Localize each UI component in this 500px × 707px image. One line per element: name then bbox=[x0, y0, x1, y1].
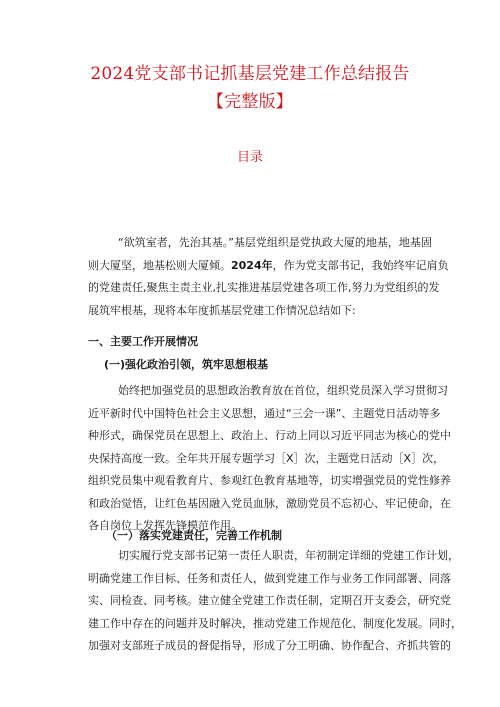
intro-line-1-rest: 基层党组织是党执政大厦的地基，地基固 bbox=[233, 236, 432, 249]
toc-heading: 目录 bbox=[236, 150, 263, 165]
sub1-line: 各自岗位上发挥先锋模范作用。 bbox=[88, 519, 242, 532]
sub1-line: 始终把加强党员的思想政治教育放在首位，组织党员深入学习贯彻习 bbox=[118, 384, 448, 397]
subsection-1-paragraph bbox=[88, 380, 451, 538]
intro-quote: “欲筑室者，先治其基。” bbox=[118, 236, 234, 249]
section-heading-1: 一、主要工作开展情况 bbox=[88, 335, 198, 348]
intro-line-3: 的党建责任,聚焦主责主业,扎实推进基层党建各项工作,努力为党组织的发 bbox=[88, 281, 440, 294]
sub1-line: 和政治觉悟，让红色基因融入党员血脉，激励党员不忘初心、牢记使命，在 bbox=[88, 496, 451, 510]
subsection-heading-2: （一）落实党建责任，完善工作机制 bbox=[106, 529, 282, 542]
sub1-line: 种形式，确保党员在思想上、政治上、行动上同以习近平同志为核心的党中 bbox=[88, 429, 451, 442]
subsection-2-paragraph bbox=[88, 545, 462, 658]
intro-line-2-c: ，作为党支部书记，我始终牢记肩负 bbox=[272, 258, 449, 272]
intro-paragraph bbox=[88, 232, 449, 322]
document-title-line1: 2024党支部书记抓基层党建工作总结报告 bbox=[90, 64, 410, 84]
intro-year: 2024年 bbox=[231, 258, 273, 272]
intro-line-2 bbox=[88, 255, 449, 278]
intro-line-2-a: 则大厦坚，地基松则大厦倾。 bbox=[88, 258, 231, 272]
sub2-line: 切实履行党支部书记第一责任人职责，年初制定详细的党建工作计划， bbox=[118, 549, 459, 562]
sub1-line: 组织党员集中观看教育片、参观红色教育基地等，切实增强党员的党性修养 bbox=[88, 474, 451, 487]
sub2-line: 实、同检查、同考核。建立健全党建工作责任制，定期召开支委会，研究党 bbox=[88, 594, 451, 607]
sub2-line: 加强对支部班子成员的督促指导，形成了分工明确、协作配合、齐抓共管的 bbox=[88, 639, 451, 652]
sub1-line: 近平新时代中国特色社会主义思想，通过“三会一课”、主题党日活动等多 bbox=[88, 406, 441, 420]
sub2-line: 明确党建工作目标、任务和责任人，做到党建工作与业务工作同部署、同落 bbox=[88, 571, 451, 585]
intro-line-4: 展筑牢根基，现将本年度抓基层党建工作情况总结如下: bbox=[88, 303, 356, 317]
sub1-line: 央保持高度一致。全年共开展专题学习［X］次，主题党日活动［X］次， bbox=[88, 451, 445, 465]
sub2-line: 建工作中存在的问题并及时解决，推动党建工作规范化、制度化发展。同时， bbox=[88, 616, 462, 630]
subsection-heading-1: (一)强化政治引领，筑牢思想根基 bbox=[104, 358, 269, 371]
document-title-line2: 【完整版】 bbox=[207, 92, 293, 112]
intro-line-1 bbox=[88, 232, 432, 255]
